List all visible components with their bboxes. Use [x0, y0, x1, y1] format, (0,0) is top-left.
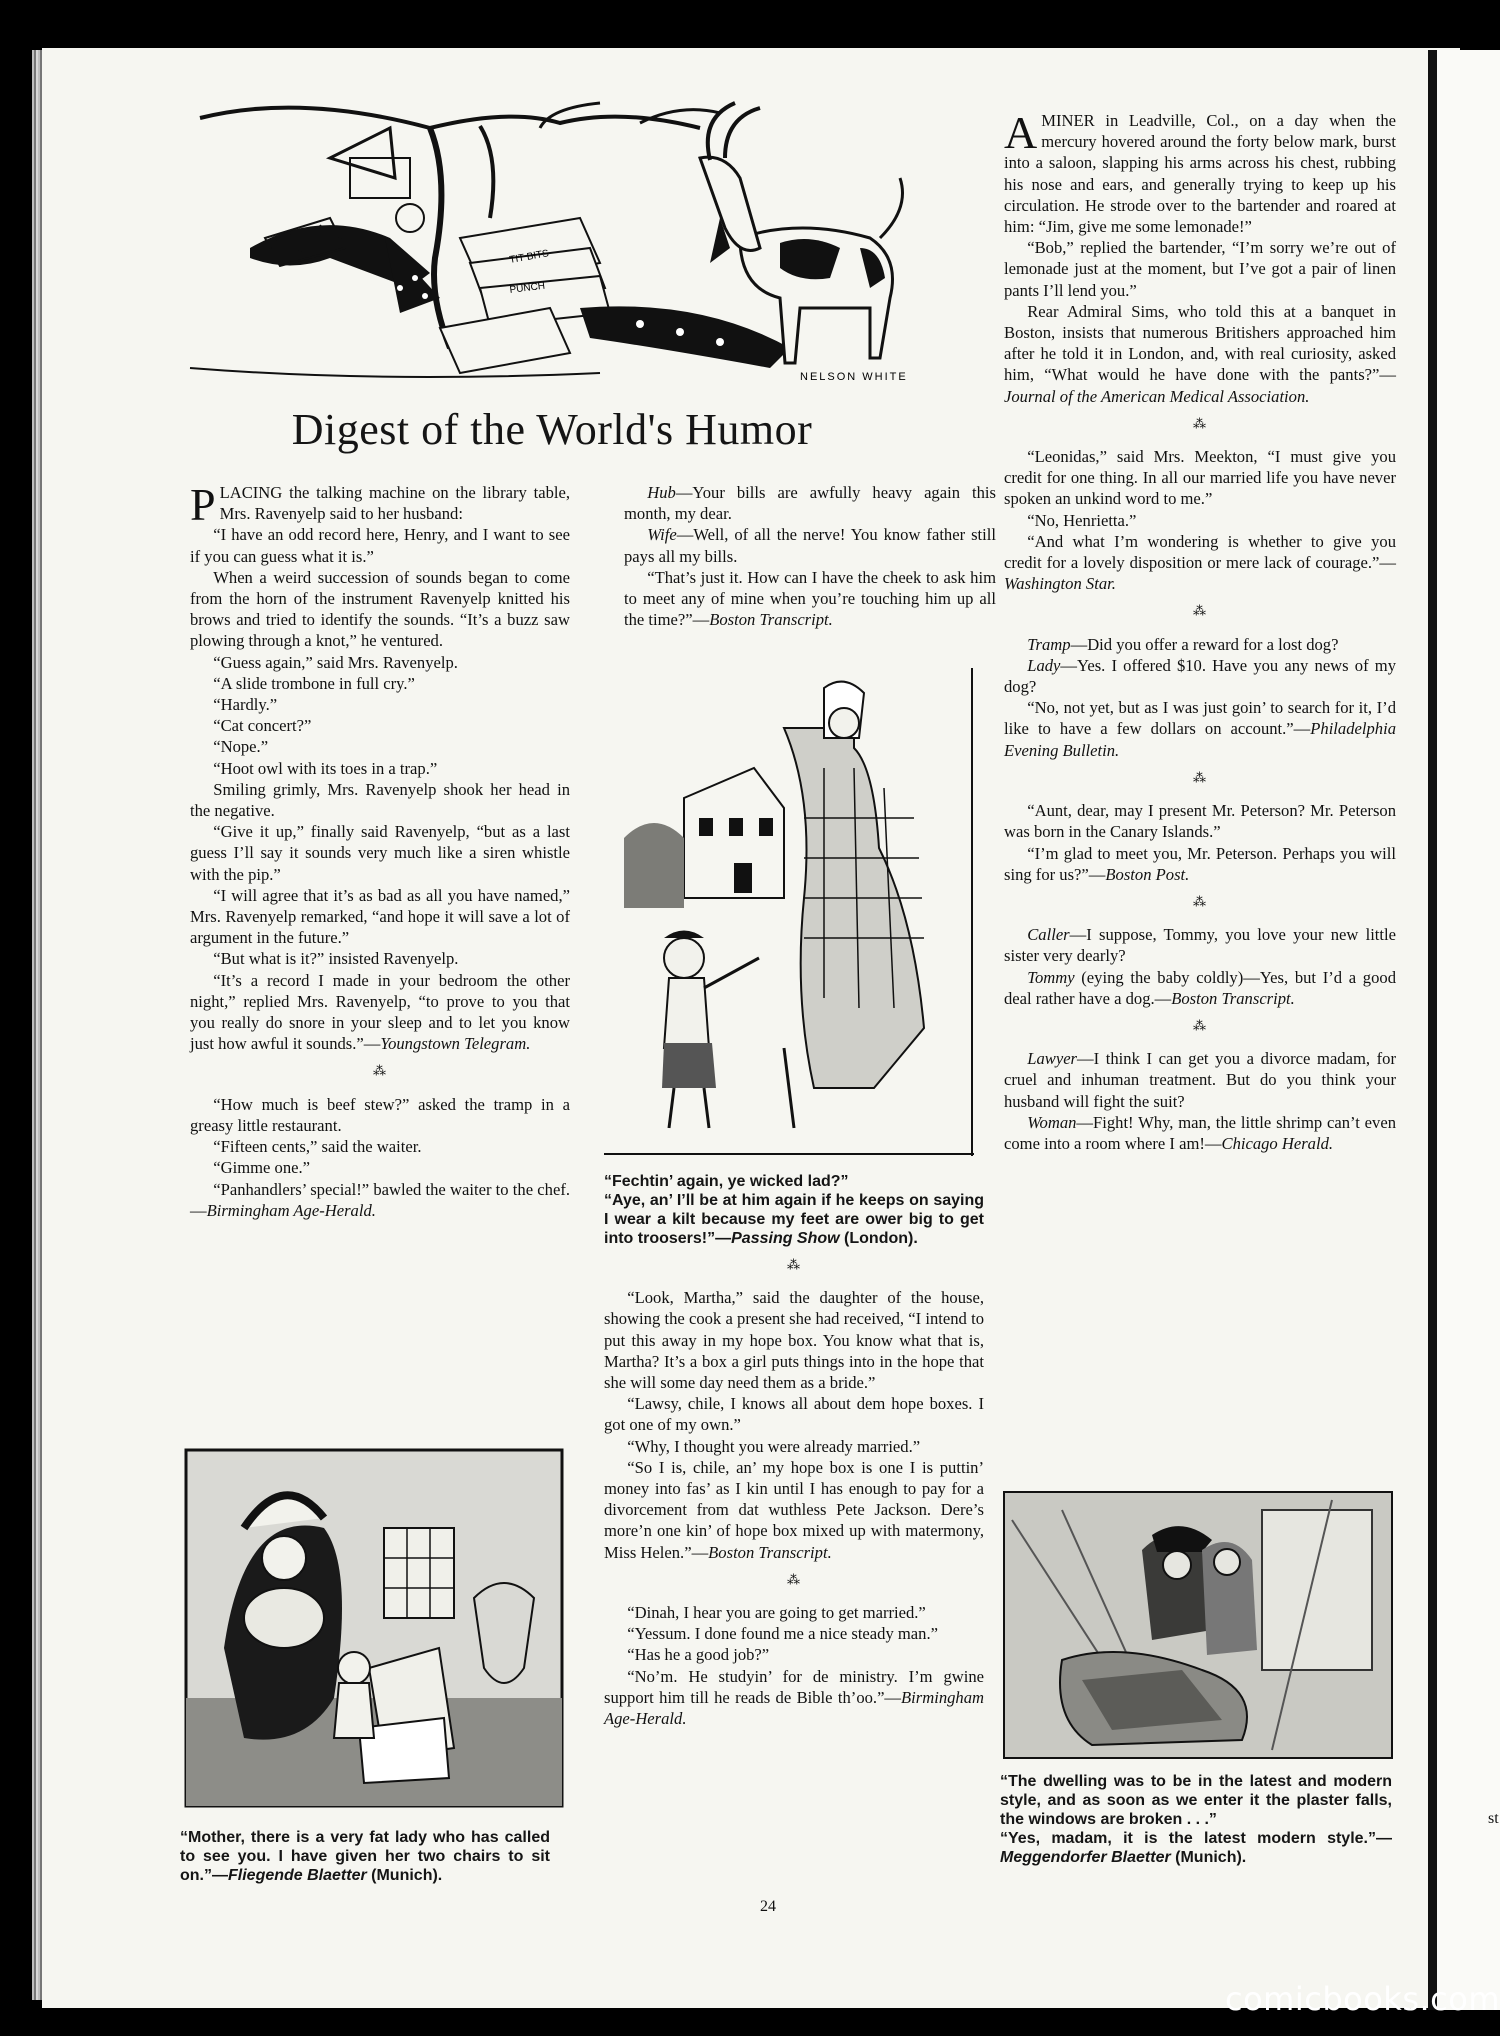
paragraph: [1004, 446, 1396, 510]
paragraph-text: “No, not yet, but as I was just goin’ to search for it, I’d like to have a few dollars on account.”—: [1004, 698, 1396, 739]
speaker-label: Wife: [647, 525, 677, 545]
paragraph-text: “Yes, madam, it is the latest modern style.”—: [1000, 1830, 1392, 1847]
paragraph: [1004, 237, 1396, 301]
source-credit: Birmingham Age-Herald.: [206, 1200, 376, 1220]
caption-paragraph: [604, 1191, 984, 1248]
paragraph-text: LACING the talking machine on the library table, Mrs. Ravenyelp said to her husband:: [219, 483, 570, 524]
caption-paragraph: [1000, 1829, 1392, 1867]
paragraph: [1004, 1112, 1396, 1154]
paragraph-text: “No, Henrietta.”: [1027, 510, 1137, 530]
paragraph: [190, 524, 570, 566]
paragraph: [604, 1393, 984, 1435]
paragraph: [190, 779, 570, 821]
paragraph-text: “Hardly.”: [213, 695, 278, 715]
middle-column-bottom: [604, 1172, 984, 1729]
paragraph: [604, 1287, 984, 1393]
paragraph-text: “Lawsy, chile, I knows all about dem hope boxes. I got one of my own.”: [604, 1394, 984, 1435]
page-title: Digest of the World's Humor: [291, 405, 813, 454]
paragraph: [1004, 655, 1396, 697]
page-number: 24: [760, 1898, 776, 1915]
section-separator: ⁂: [787, 1257, 801, 1272]
source-credit: Washington Star.: [1004, 574, 1116, 594]
paragraph-text: “Aunt, dear, may I present Mr. Peterson? Mr. Peterson was born in the Canary Islands.”: [1004, 801, 1396, 842]
paragraph-text: “Guess again,” said Mrs. Ravenyelp.: [213, 652, 458, 672]
paragraph: [604, 1623, 984, 1644]
drop-cap: P: [190, 479, 216, 530]
paragraph-text: “So I is, chile, an’ my hope box is one I is puttin’ money into fas’ as I kin until I has enough to pay for a divorcement from dat wuthless Pete Jackson. Dere’s more’n one kin’ of hope box mixed up with matermony, Miss Helen.”—: [604, 1457, 984, 1562]
paragraph-text: “Fechtin’ again, ye wicked lad?”: [604, 1173, 849, 1190]
paragraph: [190, 479, 570, 530]
source-credit: Boston Transcript.: [708, 1542, 832, 1562]
paragraph-text: “Nope.”: [213, 737, 269, 757]
paragraph-text: “I have an odd record here, Henry, and I want to see if you can guess what it is.”: [190, 525, 570, 566]
paragraph-text: —Well, of all the nerve! You know father still pays all my bills.: [624, 525, 996, 566]
paragraph-text: —Fight! Why, man, the little shrimp can’t even come into a room where I am!—: [1004, 1112, 1396, 1153]
source-credit: Boston Post.: [1105, 864, 1190, 884]
paragraph: [1004, 697, 1396, 761]
paragraph-text: “It’s a record I made in your bedroom the other night,” replied Mrs. Ravenyelp, “to prove to you that you really do snore in your sleep and to let you know just how awful it sounds.”—: [190, 970, 570, 1054]
source-location: (Munich).: [1170, 1849, 1247, 1866]
section-separator: ⁂: [787, 1571, 801, 1587]
paragraph-text: “Dinah, I hear you are going to get married.”: [627, 1603, 926, 1623]
paragraph-text: “Give it up,” finally said Ravenyelp, “but as a last guess I’ll say it sounds very much like a siren whistle with the pip.”: [190, 822, 570, 884]
paragraph: [190, 694, 570, 715]
paragraph-text: “Hoot owl with its toes in a trap.”: [213, 758, 438, 778]
section-separator: ⁂: [1193, 769, 1207, 785]
paragraph: [190, 885, 570, 949]
paragraph: [190, 1179, 570, 1221]
paragraph-text: “Yessum. I done found me a nice steady man.”: [627, 1624, 938, 1644]
section-separator: ⁂: [373, 1063, 387, 1079]
paragraph-text: “How much is beef stew?” asked the tramp in a greasy little restaurant.: [190, 1094, 570, 1135]
artist-signature: NELSON WHITE: [800, 371, 908, 383]
paragraph-text: “The dwelling was to be in the latest and modern style, and as soon as we enter it the plaster falls, the windows are broken . . .”: [1000, 1773, 1392, 1828]
paragraph: [1004, 924, 1396, 966]
paragraph-text: —I think I can get you a divorce madam, for cruel and inhuman treatment. But do you think your husband will fight the suit?: [1004, 1049, 1396, 1111]
paragraph: [604, 1644, 984, 1665]
paragraph-text: “Panhandlers’ special!” bawled the waiter to the chef.—: [190, 1179, 570, 1220]
paragraph: [1004, 107, 1396, 237]
paragraph-text: “Look, Martha,” said the daughter of the house, showing the cook a present she had received, “I intend to put this away in my hope box. You know what that is, Martha? It’s a box a girl puts things into in the hope that she will some day need them as a bride.”: [604, 1288, 984, 1393]
paragraph-text: “Has he a good job?”: [627, 1645, 770, 1665]
paragraph: [1004, 531, 1396, 595]
section-separator: ⁂: [1193, 893, 1207, 909]
paragraph: [624, 524, 996, 566]
middle-column-top: [624, 482, 996, 630]
paragraph: [604, 1457, 984, 1563]
paragraph-text: Rear Admiral Sims, who told this at a banquet in Boston, insists that numerous Britishers approached him after he told it in London, and, with real curiosity, asked him, “What would he have done with the pants?”—: [1004, 301, 1396, 385]
paragraph: [190, 948, 570, 969]
header-paper-label: PUNCH: [509, 280, 546, 296]
paragraph: [190, 821, 570, 885]
story-beef-stew: [190, 1094, 570, 1221]
paragraph-text: Smiling grimly, Mrs. Ravenyelp shook her head in the negative.: [190, 779, 570, 821]
cartoon-fat-lady: [184, 1448, 564, 1808]
paragraph: [1004, 843, 1396, 885]
speaker-label: Tramp: [1027, 634, 1071, 654]
paragraph: [190, 1094, 570, 1136]
source-credit: Youngstown Telegram.: [380, 1034, 531, 1054]
paragraph: [190, 567, 570, 652]
paragraph: [624, 482, 996, 524]
paragraph-text: “Fifteen cents,” said the waiter.: [213, 1137, 422, 1157]
paragraph: [190, 736, 570, 757]
source-credit: Fliegende Blaetter: [228, 1867, 367, 1884]
left-cartoon-caption: [180, 1828, 550, 1885]
right-cartoon-caption: [1000, 1772, 1392, 1867]
story-phonograph: [190, 479, 570, 1054]
paragraph: [1004, 634, 1396, 655]
section-separator: ⁂: [1193, 603, 1207, 619]
source-location: (Munich).: [366, 1867, 443, 1884]
paragraph: [1004, 800, 1396, 842]
paragraph-text: “A slide trombone in full cry.”: [213, 673, 415, 693]
header-paper-label: TIT BITS: [508, 248, 550, 266]
paragraph: [190, 673, 570, 694]
source-credit: Boston Transcript.: [1171, 988, 1295, 1008]
paragraph-text: “Bob,” replied the bartender, “I’m sorry we’re out of lemonade just at the moment, but I’ve got a pair of linen pants I’ll lend you.”: [1004, 238, 1396, 300]
speaker-label: Lawyer: [1027, 1049, 1078, 1069]
speaker-label: Hub: [647, 483, 676, 502]
speaker-label: Caller: [1027, 925, 1070, 945]
paragraph-text: “Aye, an’ I’ll be at him again if he keeps on saying I wear a kilt because my feet are ower big to get into troosers!”—: [604, 1192, 984, 1247]
paragraph-text: “But what is it?” insisted Ravenyelp.: [213, 949, 459, 969]
paragraph: [624, 567, 996, 631]
paragraph-text: —Yes. I offered $10. Have you any news of my dog?: [1004, 655, 1396, 697]
paragraph-text: “I will agree that it’s as bad as all you have named,” Mrs. Ravenyelp remarked, “and hope it will save a lot of argument in the future.”: [190, 885, 570, 948]
paragraph: [190, 970, 570, 1055]
paragraph: [190, 715, 570, 736]
paragraph-text: —Did you offer a reward for a lost dog?: [1070, 634, 1339, 654]
paragraph-text: “That’s just it. How can I have the cheek to ask him to meet any of mine when you’re touching him up all the time?”—: [624, 567, 996, 630]
paragraph-text: “Gimme one.”: [213, 1158, 310, 1178]
source-credit: Chicago Herald.: [1221, 1133, 1334, 1153]
paragraph: [190, 758, 570, 779]
paragraph-text: “I’m glad to meet you, Mr. Peterson. Perhaps you will sing for us?”—: [1004, 843, 1396, 884]
source-credit: Philadelphia Evening Bulletin.: [1004, 719, 1396, 760]
section-separator: ⁂: [1193, 1017, 1207, 1033]
cartoon-modern-dwelling: [1002, 1490, 1394, 1760]
paragraph-text: —I suppose, Tommy, you love your new little sister very dearly?: [1004, 925, 1396, 966]
paragraph: [1004, 967, 1396, 1009]
facing-page-edge: [1437, 50, 1500, 2010]
paragraph-text: “Mother, there is a very fat lady who has called to see you. I have given her two chairs to sit on.”—: [180, 1829, 550, 1884]
paragraph-text: “And what I’m wondering is whether to give you credit for a lovely disposition or mere lack of courage.”—: [1004, 531, 1396, 573]
paragraph: [1004, 1048, 1396, 1112]
paragraph-text: When a weird succession of sounds began to come from the horn of the instrument Ravenyelp knitted his brows and tried to identify the sounds. “It’s a buzz saw plowing through a knot,” he ventured.: [190, 567, 570, 651]
paragraph-text: (eying the baby coldly)—Yes, but I’d a good deal rather have a dog.—: [1004, 967, 1396, 1008]
paragraph: [1004, 301, 1396, 407]
drop-cap: A: [1004, 107, 1038, 158]
caption-paragraph: [604, 1172, 984, 1191]
speaker-label: Woman: [1027, 1112, 1077, 1132]
paragraph: [604, 1436, 984, 1457]
caption-paragraph: [1000, 1772, 1392, 1829]
paragraph: [604, 1666, 984, 1730]
source-credit: Meggendorfer Blaetter: [1000, 1849, 1171, 1866]
paragraph-text: —Your bills are awfully heavy again this month, my dear.: [624, 483, 996, 524]
paragraph-text: “No’m. He studyin’ for de ministry. I’m gwine support him till he reads de Bible th’oo.”—: [604, 1666, 984, 1707]
speaker-label: Lady: [1027, 655, 1061, 675]
watermark: comicbooks.com: [1225, 1980, 1500, 2018]
paragraph: [604, 1602, 984, 1623]
paragraph-text: “Why, I thought you were already married.”: [627, 1436, 921, 1456]
speaker-label: Tommy: [1027, 967, 1075, 987]
paragraph-text: MINER in Leadville, Col., on a day when the mercury hovered around the forty below mark, burst into a saloon, slapping his arms across his chest, rubbing his nose and ears, and generally trying to keep up his circulation. He strode over to the bartender and roared at him: “Jim, give me some lemonade!”: [1004, 111, 1396, 237]
paragraph: [190, 1136, 570, 1157]
header-illustration: [180, 98, 970, 398]
source-credit: Birmingham Age-Herald.: [604, 1687, 984, 1729]
source-credit: Boston Transcript.: [709, 610, 833, 630]
paragraph: [190, 1157, 570, 1178]
source-location: (London).: [839, 1230, 918, 1247]
cartoon-kilt-boy: [604, 668, 974, 1156]
paragraph-text: “Cat concert?”: [213, 716, 312, 736]
caption-paragraph: [180, 1828, 550, 1885]
paragraph: [190, 652, 570, 673]
paragraph: [1004, 510, 1396, 531]
section-separator: ⁂: [1193, 415, 1207, 431]
source-credit: Journal of the American Medical Association.: [1004, 386, 1310, 406]
facing-page-fragment: st: [1488, 1810, 1499, 1827]
paragraph-text: “Leonidas,” said Mrs. Meekton, “I must give you credit for one thing. In all our married life you have never spoken an unkind word to me.”: [1004, 447, 1396, 509]
source-credit: Passing Show: [731, 1230, 840, 1247]
left-column: [190, 479, 570, 1221]
right-column: [1004, 107, 1396, 1154]
